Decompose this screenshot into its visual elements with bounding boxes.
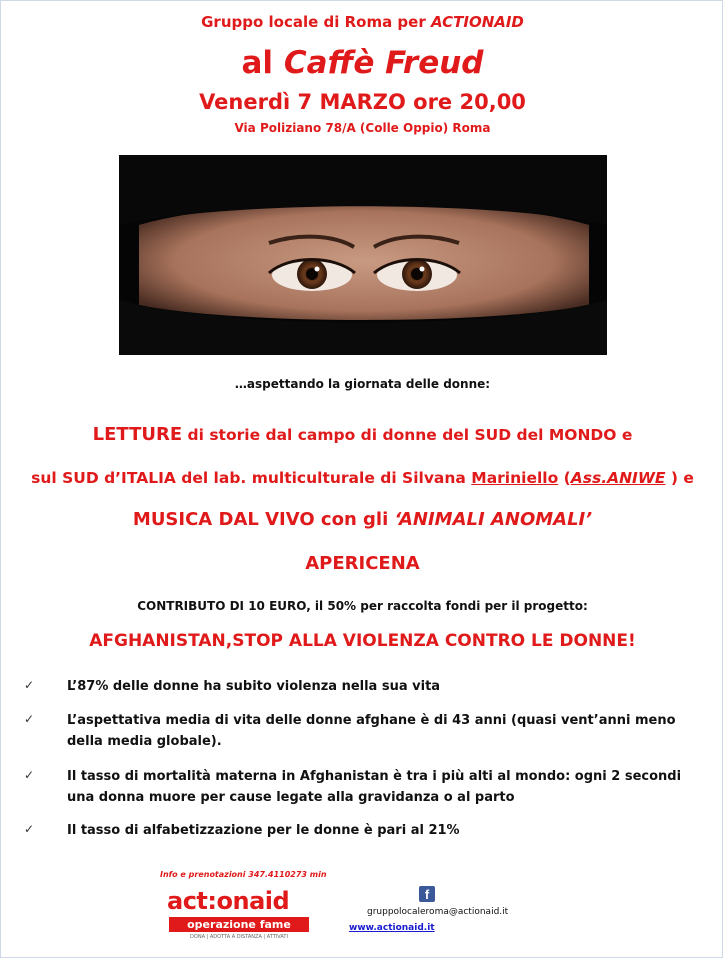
website-link[interactable]: www.actionaid.it <box>349 923 435 933</box>
subtitle: …aspettando la giornata delle donne: <box>234 377 491 391</box>
fact-text: L’87% delle donne ha subito violenza nella sua vita <box>67 679 441 694</box>
logo-wordmark: act:onaid <box>167 887 290 915</box>
venue-title <box>0 45 725 81</box>
title-prefix: Gruppo locale di Roma per <box>201 13 431 31</box>
project-title: AFGHANISTAN,STOP ALLA VIOLENZA CONTRO LE DONNE! <box>89 631 636 651</box>
event-date: Venerdì 7 MARZO ore 20,00 <box>199 90 526 114</box>
apericena-heading: APERICENA <box>305 553 420 574</box>
fact-text: Il tasso di alfabetizzazione per le donne è pari al 21% <box>67 823 460 838</box>
email-address[interactable]: gruppolocaleroma@actionaid.it <box>367 907 509 917</box>
actionaid-logo <box>163 887 310 942</box>
musica-text: MUSICA DAL VIVO con gli <box>132 509 395 530</box>
letture-keyword: LETTURE <box>92 424 183 445</box>
title-line-group <box>0 13 725 31</box>
letture-text: di storie dal campo di donne del SUD del MONDO e <box>182 426 633 444</box>
sud-text: sul SUD d’ITALIA del lab. multiculturale di Silvana <box>31 469 472 487</box>
check-mark-icon: ✓ <box>24 678 35 692</box>
logo-banner: operazione fame <box>169 917 309 932</box>
sud-person-name: Mariniello <box>471 469 559 487</box>
contribution-text: CONTRIBUTO DI 10 EURO, il 50% per raccolta fondi per il progetto: <box>137 599 588 613</box>
fact-text: L’aspettativa media di vita delle donne afghane è di 43 anni (quasi vent’anni meno della media globale). <box>67 713 676 749</box>
musica-band: ‘ANIMALI ANOMALI’ <box>394 509 593 530</box>
facebook-icon[interactable]: f <box>419 886 435 902</box>
sud-association: Ass.ANIWE <box>570 469 666 487</box>
sud-paren-close: ) e <box>665 469 694 487</box>
check-mark-icon: ✓ <box>24 712 35 726</box>
logo-tagline: DONA | ADOTTA A DISTANZA | ATTIVATI <box>190 934 288 940</box>
fact-text: Il tasso di mortalità materna in Afghanistan è tra i più alti al mondo: ogni 2 secondi una donna muore per cause legate alla gravidanza o al parto <box>67 769 682 805</box>
venue-prefix: al <box>241 45 284 81</box>
title-org: ACTIONAID <box>430 13 524 31</box>
sud-line <box>0 469 725 487</box>
check-mark-icon: ✓ <box>24 822 35 836</box>
check-mark-icon: ✓ <box>24 768 35 782</box>
letture-line <box>0 424 725 445</box>
musica-line <box>0 509 725 530</box>
info-contact: Info e prenotazioni 347.4110273 min <box>160 870 327 879</box>
veiled-woman-photo <box>119 155 607 355</box>
sud-paren-open: ( <box>558 469 571 487</box>
event-address: Via Poliziano 78/A (Colle Oppio) Roma <box>234 121 491 135</box>
venue-name: Caffè Freud <box>283 45 484 81</box>
